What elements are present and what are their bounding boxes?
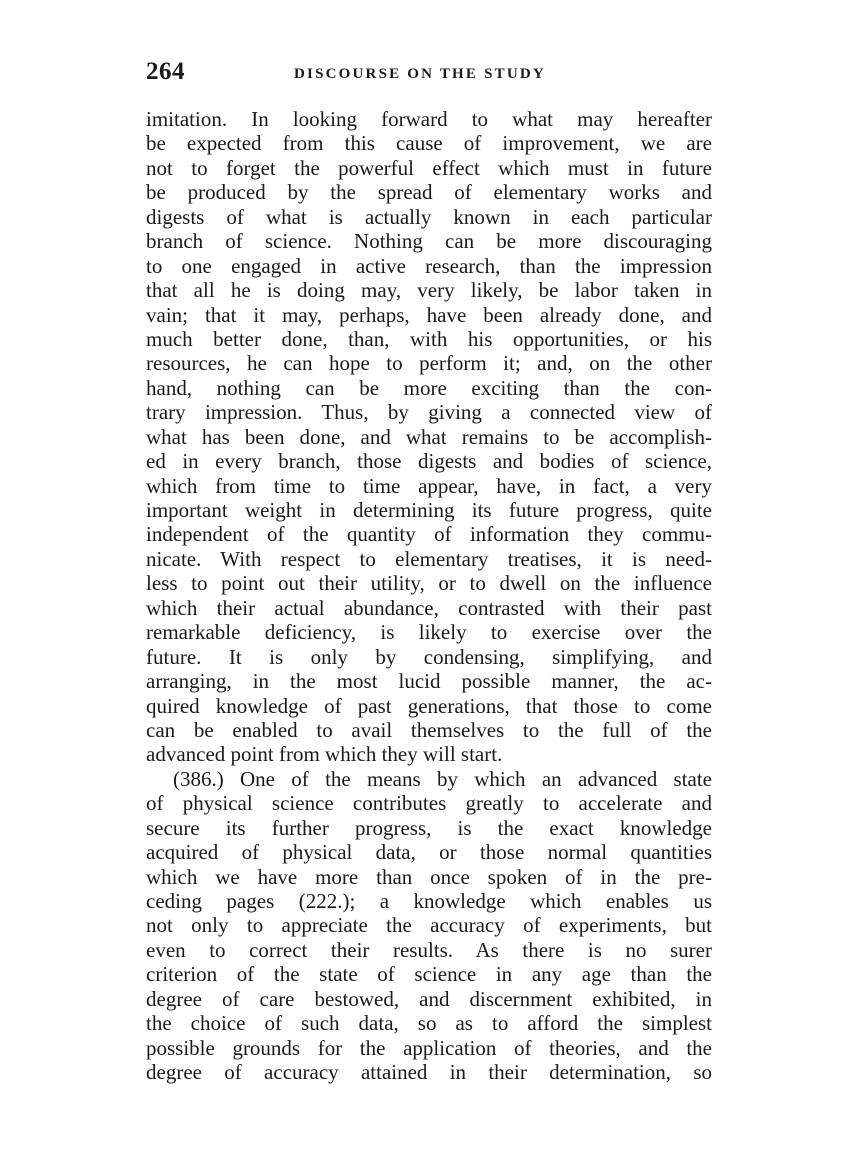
text-line: remarkable deficiency, is likely to exercise over the <box>146 620 712 645</box>
text-line: secure its further progress, is the exact knowledge <box>146 815 712 840</box>
text-line: even to correct their results. As there is no surer <box>146 937 712 962</box>
text-line: be produced by the spread of elementary works and <box>146 180 712 205</box>
page-number: 264 <box>146 58 185 85</box>
running-head: DISCOURSE ON THE STUDY <box>294 66 546 82</box>
text-line: arranging, in the most lucid possible manner, the ac- <box>146 669 712 694</box>
text-line: trary impression. Thus, by giving a connected view of <box>146 400 712 425</box>
text-line: ed in every branch, those digests and bodies of science, <box>146 449 712 474</box>
text-line: branch of science. Nothing can be more discouraging <box>146 229 712 254</box>
text-line: possible grounds for the application of theories, and the <box>146 1035 712 1060</box>
text-line: criterion of the state of science in any age than the <box>146 962 712 987</box>
text-line: ceding pages (222.); a knowledge which enables us <box>146 889 712 913</box>
text-line: which their actual abundance, contrasted with their past <box>146 595 712 620</box>
text-line: that all he is doing may, very likely, be labor taken in <box>146 278 712 303</box>
text-line: not only to appreciate the accuracy of experiments, but <box>146 913 712 938</box>
text-line: of physical science contributes greatly to accelerate and <box>146 791 712 816</box>
text-line: imitation. In looking forward to what may hereafter <box>146 107 712 131</box>
text-line: degree of accuracy attained in their determination, so <box>146 1060 712 1085</box>
text-line: what has been done, and what remains to be accomplish- <box>146 424 712 449</box>
text-line: much better done, than, with his opportunities, or his <box>146 326 712 351</box>
text-line: not to forget the powerful effect which must in future <box>146 155 712 180</box>
text-line: which we have more than once spoken of in the pre- <box>146 864 712 889</box>
text-line: acquired of physical data, or those normal quantities <box>146 840 712 865</box>
text-line: the choice of such data, so as to afford the simplest <box>146 1011 712 1036</box>
text-line: to one engaged in active research, than the impression <box>146 253 712 278</box>
text-line: quired knowledge of past generations, that those to come <box>146 693 712 718</box>
body-text <box>146 107 712 1085</box>
text-line: digests of what is actually known in each particular <box>146 204 712 229</box>
text-line: degree of care bestowed, and discernment exhibited, in <box>146 986 712 1011</box>
text-line: future. It is only by condensing, simplifying, and <box>146 644 712 669</box>
paragraph-start-line: (386.) One of the means by which an advanced state <box>173 766 712 791</box>
text-line: resources, he can hope to perform it; and, on the other <box>146 351 712 376</box>
page-header <box>146 58 712 88</box>
text-line: hand, nothing can be more exciting than the con- <box>146 375 712 400</box>
text-line: be expected from this cause of improvement, we are <box>146 131 712 156</box>
text-line: less to point out their utility, or to dwell on the influence <box>146 571 712 596</box>
text-line: which from time to time appear, have, in fact, a very <box>146 473 712 498</box>
paragraph-end-line: advanced point from which they will start. <box>146 742 503 767</box>
text-line: vain; that it may, perhaps, have been already done, and <box>146 302 712 327</box>
text-line: important weight in determining its future progress, quite <box>146 498 712 522</box>
text-line: can be enabled to avail themselves to the full of the <box>146 717 712 742</box>
text-line: nicate. With respect to elementary treatises, it is need- <box>146 546 712 571</box>
text-line: independent of the quantity of information they commu- <box>146 522 712 547</box>
